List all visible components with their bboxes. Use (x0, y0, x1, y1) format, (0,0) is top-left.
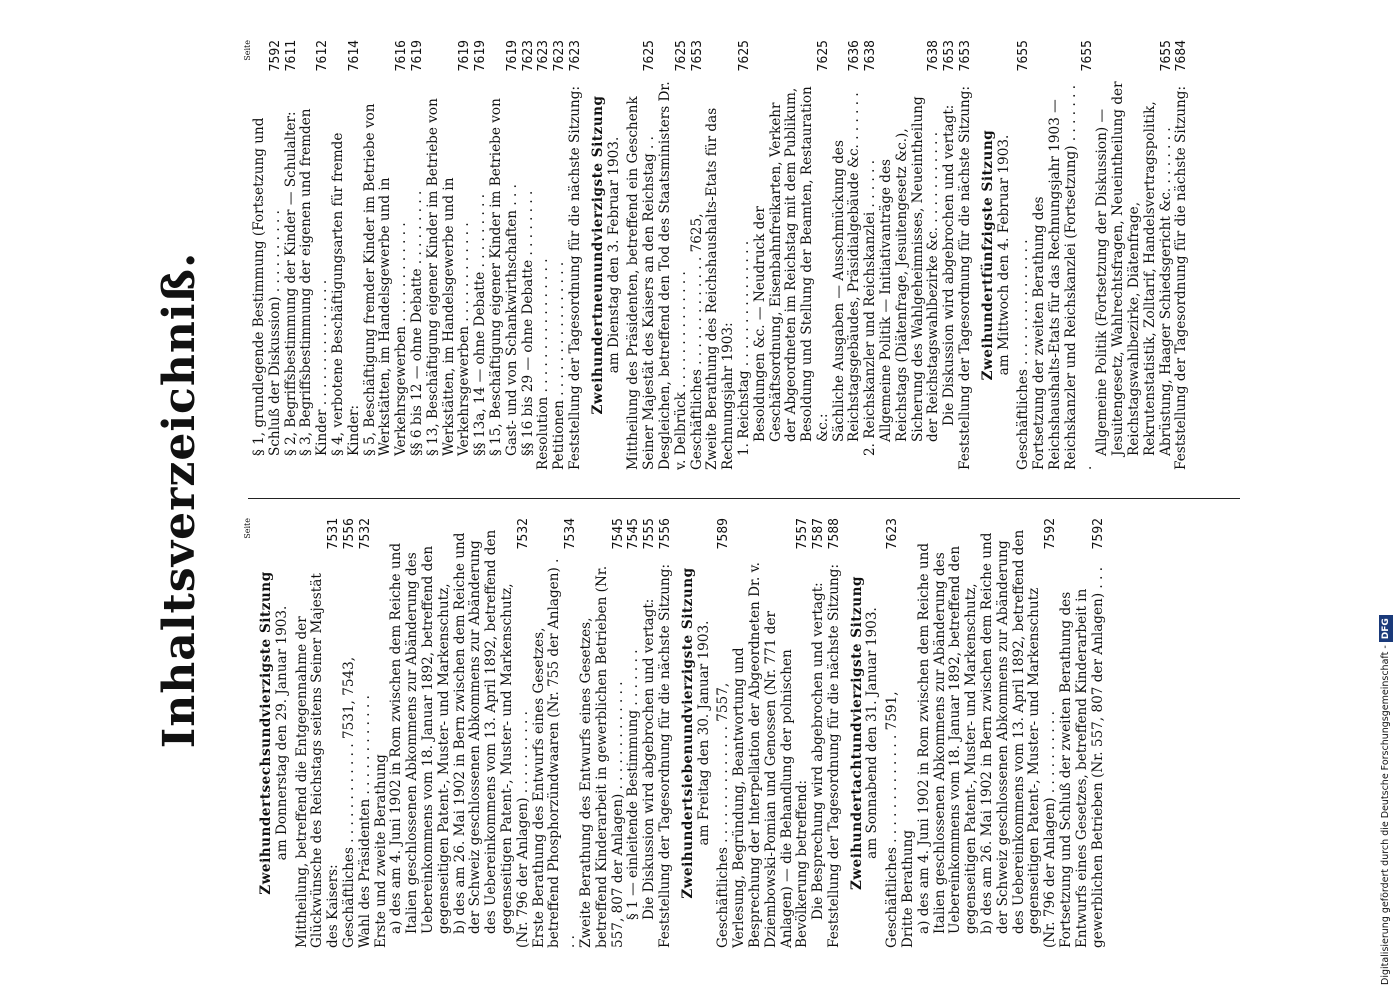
page-number: 7532 (515, 518, 531, 550)
entry-text: § 15, Beschäftigung eigener Kinder im Betriebe von Gast- und von Schankwirthschaften . . . (487, 98, 520, 456)
toc-entry (284, 40, 300, 470)
session-heading: Zweihundertsiebenundvierzigste Sitzung (679, 567, 696, 899)
page-number: 7655 (1016, 40, 1032, 72)
page-number: 7625 (815, 40, 831, 72)
entry-text: Petitionen . . . . . . . . . . . . . . . . (551, 261, 568, 470)
page-number: 7556 (657, 518, 673, 550)
column-right (244, 40, 1190, 470)
toc-entry (521, 40, 537, 470)
session-heading: Zweihundertsechsundvierzigste Sitzung (258, 571, 274, 895)
entry-text: § 4, verbotene Beschäftigungsarten für fremde Kinder: (329, 132, 362, 456)
entry-text: Feststellung der Tagesordnung für die nächste Sitzung: (566, 85, 583, 470)
toc-entry (568, 40, 584, 470)
toc-entry (299, 40, 331, 470)
session-heading: Zweihundertfünfzigste Sitzung (979, 129, 996, 381)
page-number: 7612 (315, 40, 331, 72)
entry-text: § 3, Begriffsbestimmung der eigenen und fremden Kinder . . . . . . . . . . . . . . . (298, 108, 331, 456)
entry-text: 1. Reichstag . . . . . . . . . . . . . . . (735, 240, 752, 456)
seite-label: Seite (243, 40, 252, 61)
entry-text: Erste Berathung des Entwurfs eines Gesetzes, betreffend Phosphorzündwaaren (Nr. 755 der Anlagen) . . . (530, 558, 579, 948)
toc-entry (658, 40, 690, 470)
entry-text: (Nr. 796 der Anlagen) . . . . . . . . . . (514, 711, 531, 948)
page-number: 7655 (1158, 40, 1174, 72)
page-number: 7636 (847, 40, 863, 72)
page-number: 7531 (326, 518, 342, 550)
seite-label: Seite (243, 518, 252, 539)
entry-text: §§ 6 bis 12 — ohne Debatte . . . . . . . . . (408, 190, 425, 456)
entry-text: Mittheilung des Präsidenten, betreffend ein Geschenk Seiner Majestät des Kaisers an den Reichstag . . (625, 96, 658, 470)
page-number: 7653 (942, 40, 958, 72)
page-number: 7625 (642, 40, 658, 72)
page-number: 7589 (716, 518, 732, 550)
toc-entry (358, 518, 374, 948)
toc-entry (536, 40, 552, 470)
page-number: 7625 (736, 40, 752, 72)
toc-entry (626, 518, 642, 948)
entries-left (259, 518, 1106, 948)
entry-text: Wahl des Präsidenten . . . . . . . . . . . . (356, 695, 373, 948)
entry-text: § 13, Beschäftigung eigener Kinder im Betriebe von Werkstätten, im Handelsgewerbe und in Verkehrsgewerben . . . . . . . . . . . . (424, 98, 473, 456)
entry-text: Allgemeine Politik (Fortsetzung der Diskussion) — Jesuitengesetz, Wahlrechtsfragen, Neueintheilung der Reichstagswahlbezirke, Diätenfrage, Rekrutenstatistik, Zolltarif, Handelsvertragspolitik, Abrüstung, Haager Schiedsgericht &c. . . . . . . . (1094, 81, 1174, 456)
toc-entry (363, 40, 410, 470)
entry-text: Resolution . . . . . . . . . . . . . . . . (535, 258, 552, 470)
column-left (244, 518, 1106, 948)
entry-text: Geschäftliches . . . . . . . . . . . . . . 7557, (715, 682, 732, 948)
page-number: 7619 (457, 40, 473, 72)
page-number: 7638 (863, 40, 879, 72)
page-number: 7623 (552, 40, 568, 72)
toc-entry (980, 518, 1043, 948)
page-number: 7592 (267, 40, 283, 72)
page-number: 7532 (357, 518, 373, 550)
page-number: 7611 (283, 40, 299, 72)
entry-text: Desgleichen, betreffend den Tod des Staatsministers Dr. v. Delbrück . . . . . . . . . . . . . . (656, 81, 689, 470)
toc-entry (732, 518, 811, 948)
session-heading: Zweihundertneunundvierzigste Sitzung (589, 95, 606, 415)
toc-entry (389, 518, 452, 948)
entry-text: Feststellung der Tagesordnung für die nächste Sitzung: (957, 85, 974, 470)
entry-text: Die Diskussion wird abgebrochen und vertagt: (941, 104, 958, 426)
entry-text: Zweite Berathung des Reichshaushalts-Etats für das Rechnungsjahr 1903: (704, 107, 737, 470)
session-date: am Freitag den 30. Januar 1903. (695, 620, 712, 846)
page-number: 7623 (520, 40, 536, 72)
entry-text: §§ 13a, 14 — ohne Debatte . . . . . . . . . (472, 193, 489, 456)
entry-text: (Nr. 796 der Anlagen) . . . . . . . . . . (1042, 711, 1059, 948)
page-number: 7555 (642, 518, 658, 550)
page-number: 7592 (1043, 518, 1059, 550)
toc-entry (1032, 40, 1095, 470)
entries-right (252, 40, 1190, 470)
entry-text: Mittheilung, betreffend die Entgegennahme der Glückwünsche des Reichstags seitens Seiner Majestät des Kaisers: (293, 573, 342, 948)
toc-entry (642, 518, 658, 948)
toc-entry (832, 40, 864, 470)
page-number: 7623 (885, 518, 901, 550)
toc-entry (1016, 40, 1032, 470)
toc-entry (532, 518, 579, 948)
session-date: am Mittwoch den 4. Februar 1903. (995, 134, 1012, 376)
page-number: 7557 (795, 518, 811, 550)
toc-entry (879, 40, 942, 470)
session-date: am Sonnabend den 31. Januar 1903. (864, 607, 881, 859)
session-heading: Zweihundertachtundvierzigste Sitzung (848, 575, 865, 891)
toc-entry (342, 518, 358, 948)
entry-text: Dritte Berathung (900, 829, 917, 948)
toc-entry (552, 40, 568, 470)
toc-entry (252, 40, 284, 470)
entry-text: § 5, Beschäftigung fremder Kinder im Betriebe von Werkstätten, im Handelsgewerbe und in Verkehrsgewerben . . . . . . . . . . . . (361, 103, 410, 456)
toc-entry (737, 40, 753, 470)
entry-text: b) des am 26. Mai 1902 in Bern zwischen dem Reiche und der Schweiz geschlossenen Abkommens zur Abänderung des Uebereinkommens vom 13. April 1892, betreffend den gegenseitigen Patent-, Muster- und Markenschutz (979, 529, 1043, 934)
entry-text: §§ 16 bis 29 — ohne Debatte . . . . . . . . (519, 190, 536, 456)
toc-entry (811, 518, 827, 948)
page-number: 7653 (958, 40, 974, 72)
entry-text: Besoldungen &c. — Neudruck der Geschäftsordnung, Eisenbahnfreikarten, Verkehr der Abgeordneten im Reichstag mit dem Publikum, Besoldung und Stellung der Beamten, Restauration &c.: (751, 86, 831, 442)
page-number: 7592 (1090, 518, 1106, 550)
toc-entry (942, 40, 958, 470)
toc-entry (374, 518, 390, 948)
page-number: 7619 (504, 40, 520, 72)
page-number: 7638 (926, 40, 942, 72)
toc-entry (1174, 40, 1190, 470)
toc-entry (690, 40, 706, 470)
entry-text: b) des am 26. Mai 1902 in Bern zwischen dem Reiche und der Schweiz geschlossenen Abkommens zur Abänderung des Uebereinkommens vom 13. April 1892, betreffend den gegenseitigen Patent-, Muster- und Markenschutz, (451, 529, 515, 934)
entry-text: § 1, grundlegende Bestimmung (Fortsetzung und Schluß der Diskussion) . . . . . . . . . . (251, 117, 283, 456)
toc-entry (579, 518, 626, 948)
page-number: 7623 (536, 40, 552, 72)
entry-text: Die Diskussion wird abgebrochen und vertagt: (641, 598, 658, 920)
entry-text: Feststellung der Tagesordnung für die nächste Sitzung: (1173, 85, 1190, 470)
toc-entry (753, 40, 832, 470)
toc-entry (917, 518, 980, 948)
toc-entry (1059, 518, 1106, 948)
digitization-credit (1379, 5, 1393, 985)
entry-text: 2. Reichskanzler und Reichskanzlei . . . . . . (862, 159, 879, 456)
page-number: 7625 (673, 40, 689, 72)
entry-text: a) des am 4. Juni 1902 in Rom zwischen dem Reiche und Italien geschlossenen Abkommens zur Abänderung des Uebereinkommens vom 18. Januar 1892, betreffend den gegenseitigen Patent-, Muster- und Markenschutz, (915, 542, 980, 934)
dfg-logo: DFG (1379, 615, 1393, 642)
entry-text: Die Besprechung wird abgebrochen und vertagt: (810, 582, 827, 920)
toc-entry (827, 518, 843, 948)
toc-entry (863, 40, 879, 470)
toc-entry (489, 40, 521, 470)
page-number: 7614 (346, 40, 362, 72)
page-number: 7534 (563, 518, 579, 550)
toc-entry (410, 40, 426, 470)
toc-entry (716, 518, 732, 948)
toc-entry (626, 40, 658, 470)
entry-text: Geschäftliches . . . . . . . . . . . . . 7591, (884, 691, 901, 948)
toc-entry (705, 40, 737, 470)
entry-text: Fortsetzung und Schluß der zweiten Berathung des Entwurfs eines Gesetzes, betreffend Kinderarbeit in gewerblichen Betrieben (Nr. 557, 807 der Anlagen) . . . (1058, 566, 1106, 948)
entry-text: Erste und zweite Berathung (372, 754, 389, 948)
entry-text: Fortsetzung der zweiten Berathung des Reichshaushalts-Etats für das Rechnungsjahr 1903 — Reichskanzler und Reichskanzlei (Fortsetzung) . . . . . . . . (1031, 84, 1095, 470)
page-number: 7623 (567, 40, 583, 72)
page-number: 7545 (626, 518, 642, 550)
page-number: 7545 (610, 518, 626, 550)
toc-entry (885, 518, 901, 948)
session-date: am Donnerstag den 29. Januar 1903. (273, 605, 290, 861)
entry-text: a) des am 4. Juni 1902 in Rom zwischen dem Reiche und Italien geschlossenen Abkommens zur Abänderung des Uebereinkommens vom 18. Januar 1892, betreffend den gegenseitigen Patent-, Muster- und Markenschutz, (388, 542, 452, 934)
page-number: 7588 (826, 518, 842, 550)
entry-text: Verlesung, Begründung, Beantwortung und Besprechung der Interpellation der Abgeordneten Dr. v. Dziembowski-Pomian und Genossen (Nr. 771 der Anlagen) — die Behandlung der polnischen Bevölkerung betreffend: (731, 562, 811, 948)
entry-text: Zweite Berathung des Entwurfs eines Gesetzes, betreffend Kinderarbeit in gewerblichen Betrieben (Nr. 557, 807 der Anlagen) . . . . . . . . . . . . . (577, 565, 626, 948)
entry-text: Sächliche Ausgaben — Ausschmückung des Reichstagsgebäudes, Präsidialgebäude &c. . . . . . . (830, 92, 863, 442)
page-number: 7587 (811, 518, 827, 550)
toc-entry (958, 40, 974, 470)
entry-text: Geschäftliches . . . . . . . . . . . . 7531, 7543, (340, 656, 357, 948)
toc-entry (426, 40, 473, 470)
page-number: 7619 (473, 40, 489, 72)
entry-text: Geschäftliches . . . . . . . . . . . . . . . (1015, 239, 1032, 470)
toc-entry (516, 518, 532, 948)
toc-entry (1043, 518, 1059, 948)
session-date: am Dienstag den 3. Februar 1903. (605, 136, 622, 374)
page-number: 7655 (1079, 40, 1095, 72)
credit-text: Digitalisierung gefördert durch die Deutsche Forschungsgemeinschaft - (1380, 645, 1391, 985)
page-number: 7653 (689, 40, 705, 72)
entry-text: Feststellung der Tagesordnung für die nächste Sitzung: (656, 563, 673, 948)
toc-entry (658, 518, 674, 948)
toc-entry (901, 518, 917, 948)
entry-text: Geschäftliches . . . . . . . . . . . . . 7625, (688, 213, 705, 470)
toc-entry (331, 40, 363, 470)
page-title: Inhaltsverzeichniß. (154, 251, 205, 749)
page-number: 7556 (341, 518, 357, 550)
page-number: 7684 (1174, 40, 1190, 72)
toc-entry (295, 518, 342, 948)
page-number: 7616 (394, 40, 410, 72)
entry-text: Allgemeine Politik — Initiativanträge des Reichstags (Diätenfrage, Jesuitengesetz &c.), Sicherung des Wahlgeheimnisses, Neueintheilung der Reichstagswahlbezirke &c. . . . . . . . . . . . (878, 96, 942, 442)
page-number: 7619 (409, 40, 425, 72)
toc-entry (1095, 40, 1174, 470)
toc-entry (453, 518, 516, 948)
entry-text: § 2, Begriffsbestimmung der Kinder — Schulalter: (282, 111, 299, 456)
entry-text: Feststellung der Tagesordnung für die nächste Sitzung: (825, 563, 842, 948)
toc-entry (473, 40, 489, 470)
entry-text: § 1 — einleitende Bestimmung . . . . . . . (625, 649, 642, 920)
column-divider (248, 498, 1240, 499)
